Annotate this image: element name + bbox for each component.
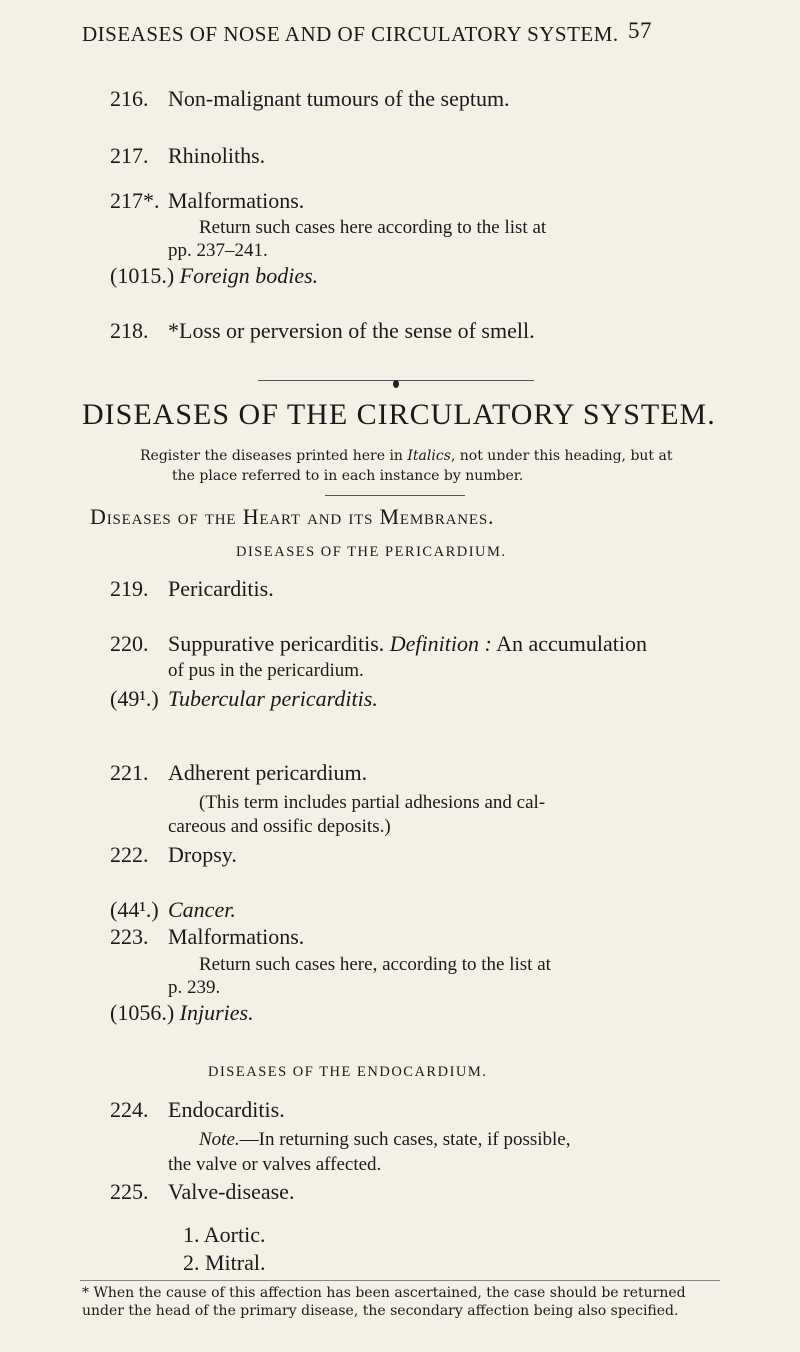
list-item (110, 924, 750, 952)
list-item (110, 1097, 750, 1125)
footnote: * When the cause of this affection has been ascertained, the case should be returned under the head of the primary disease, the secondary affection being also specified. (82, 1285, 686, 1319)
list-item (110, 897, 750, 925)
list-item (110, 318, 750, 346)
entry-text: Valve-disease. (168, 1179, 295, 1204)
entry-text: Non-malignant tumours of the septum. (168, 86, 510, 111)
entry-number: 225. (110, 1179, 149, 1204)
list-item (110, 842, 750, 870)
entry-text: Dropsy. (168, 842, 237, 867)
entry-note-line: the valve or valves affected. (168, 1154, 382, 1175)
register-note-line: Register the diseases printed here in Italics, not under this heading, but at (140, 448, 673, 464)
endocardium-heading: DISEASES OF THE ENDOCARDIUM. (208, 1064, 488, 1080)
entry-number: 223. (110, 924, 149, 949)
entry-text: Foreign bodies. (179, 263, 319, 288)
header-title: DISEASES OF NOSE AND OF CIRCULATORY SYSTEM. (82, 22, 619, 46)
entry-note-line: careous and ossific deposits.) (168, 816, 391, 837)
definition-continued: of pus in the pericardium. (168, 660, 364, 681)
entry-note-line: Return such cases here, according to the list at (199, 954, 551, 975)
ornament (393, 380, 399, 388)
entry-note-line: (This term includes partial adhesions and cal- (199, 792, 546, 813)
entry-number: 219. (110, 576, 149, 601)
entry-text: Cancer. (168, 897, 236, 922)
entry-text: Tubercular pericarditis. (168, 686, 378, 711)
register-note-line: the place referred to in each instance by number. (172, 468, 524, 484)
page-number: 57 (628, 18, 652, 43)
entry-text: Malformations. (168, 924, 305, 949)
note-label: Note. (199, 1129, 240, 1150)
list-item (110, 143, 750, 171)
entry-number: 222. (110, 842, 149, 867)
list-item (110, 760, 750, 788)
divider (325, 495, 465, 496)
entry-number: (1015.) (110, 263, 175, 288)
valve-item: 2. Mitral. (183, 1250, 266, 1275)
definition-label: Definition : (389, 631, 492, 656)
entry-number: 217*. (110, 188, 160, 213)
entry-number: 218. (110, 318, 149, 343)
entry-number: 224. (110, 1097, 149, 1122)
entry-text: Endocarditis. (168, 1097, 285, 1122)
list-item (110, 1179, 750, 1207)
entry-text: Adherent pericardium. (168, 760, 368, 785)
valve-item: 1. Aortic. (183, 1222, 266, 1247)
entry-text: Suppurative pericarditis. Definition : An accumulation (168, 631, 648, 656)
running-header (82, 18, 652, 47)
entry-number: 216. (110, 86, 149, 111)
heart-heading: Diseases of the Heart and its Membranes. (90, 504, 495, 529)
entry-number: 217. (110, 143, 149, 168)
entry-number: (44¹.) (110, 897, 159, 922)
entry-text: Injuries. (179, 1000, 254, 1025)
malformation-note-line: pp. 237–241. (168, 240, 268, 261)
entry-number: 221. (110, 760, 149, 785)
list-item (110, 86, 750, 114)
list-item (110, 188, 750, 216)
entry-number: 220. (110, 631, 149, 656)
list-item (110, 576, 750, 604)
list-item (110, 1000, 254, 1026)
entry-text: Malformations. (168, 188, 305, 213)
footnote-rule (80, 1280, 720, 1281)
section-title: DISEASES OF THE CIRCULATORY SYSTEM. (82, 398, 716, 431)
entry-text: Pericarditis. (168, 576, 274, 601)
entry-number: (49¹.) (110, 686, 159, 711)
entry-note-line: Note.—In returning such cases, state, if possible, (199, 1129, 571, 1150)
list-item (110, 631, 760, 659)
entry-note-line: p. 239. (168, 977, 221, 998)
entry-number: (1056.) (110, 1000, 175, 1025)
pericardium-heading: DISEASES OF THE PERICARDIUM. (236, 544, 507, 560)
list-item (110, 263, 318, 289)
list-item (110, 686, 750, 714)
entry-text: *Loss or perversion of the sense of smell. (168, 318, 535, 343)
entry-text: Rhinoliths. (168, 143, 266, 168)
malformation-note-line: Return such cases here according to the list at (199, 217, 547, 238)
